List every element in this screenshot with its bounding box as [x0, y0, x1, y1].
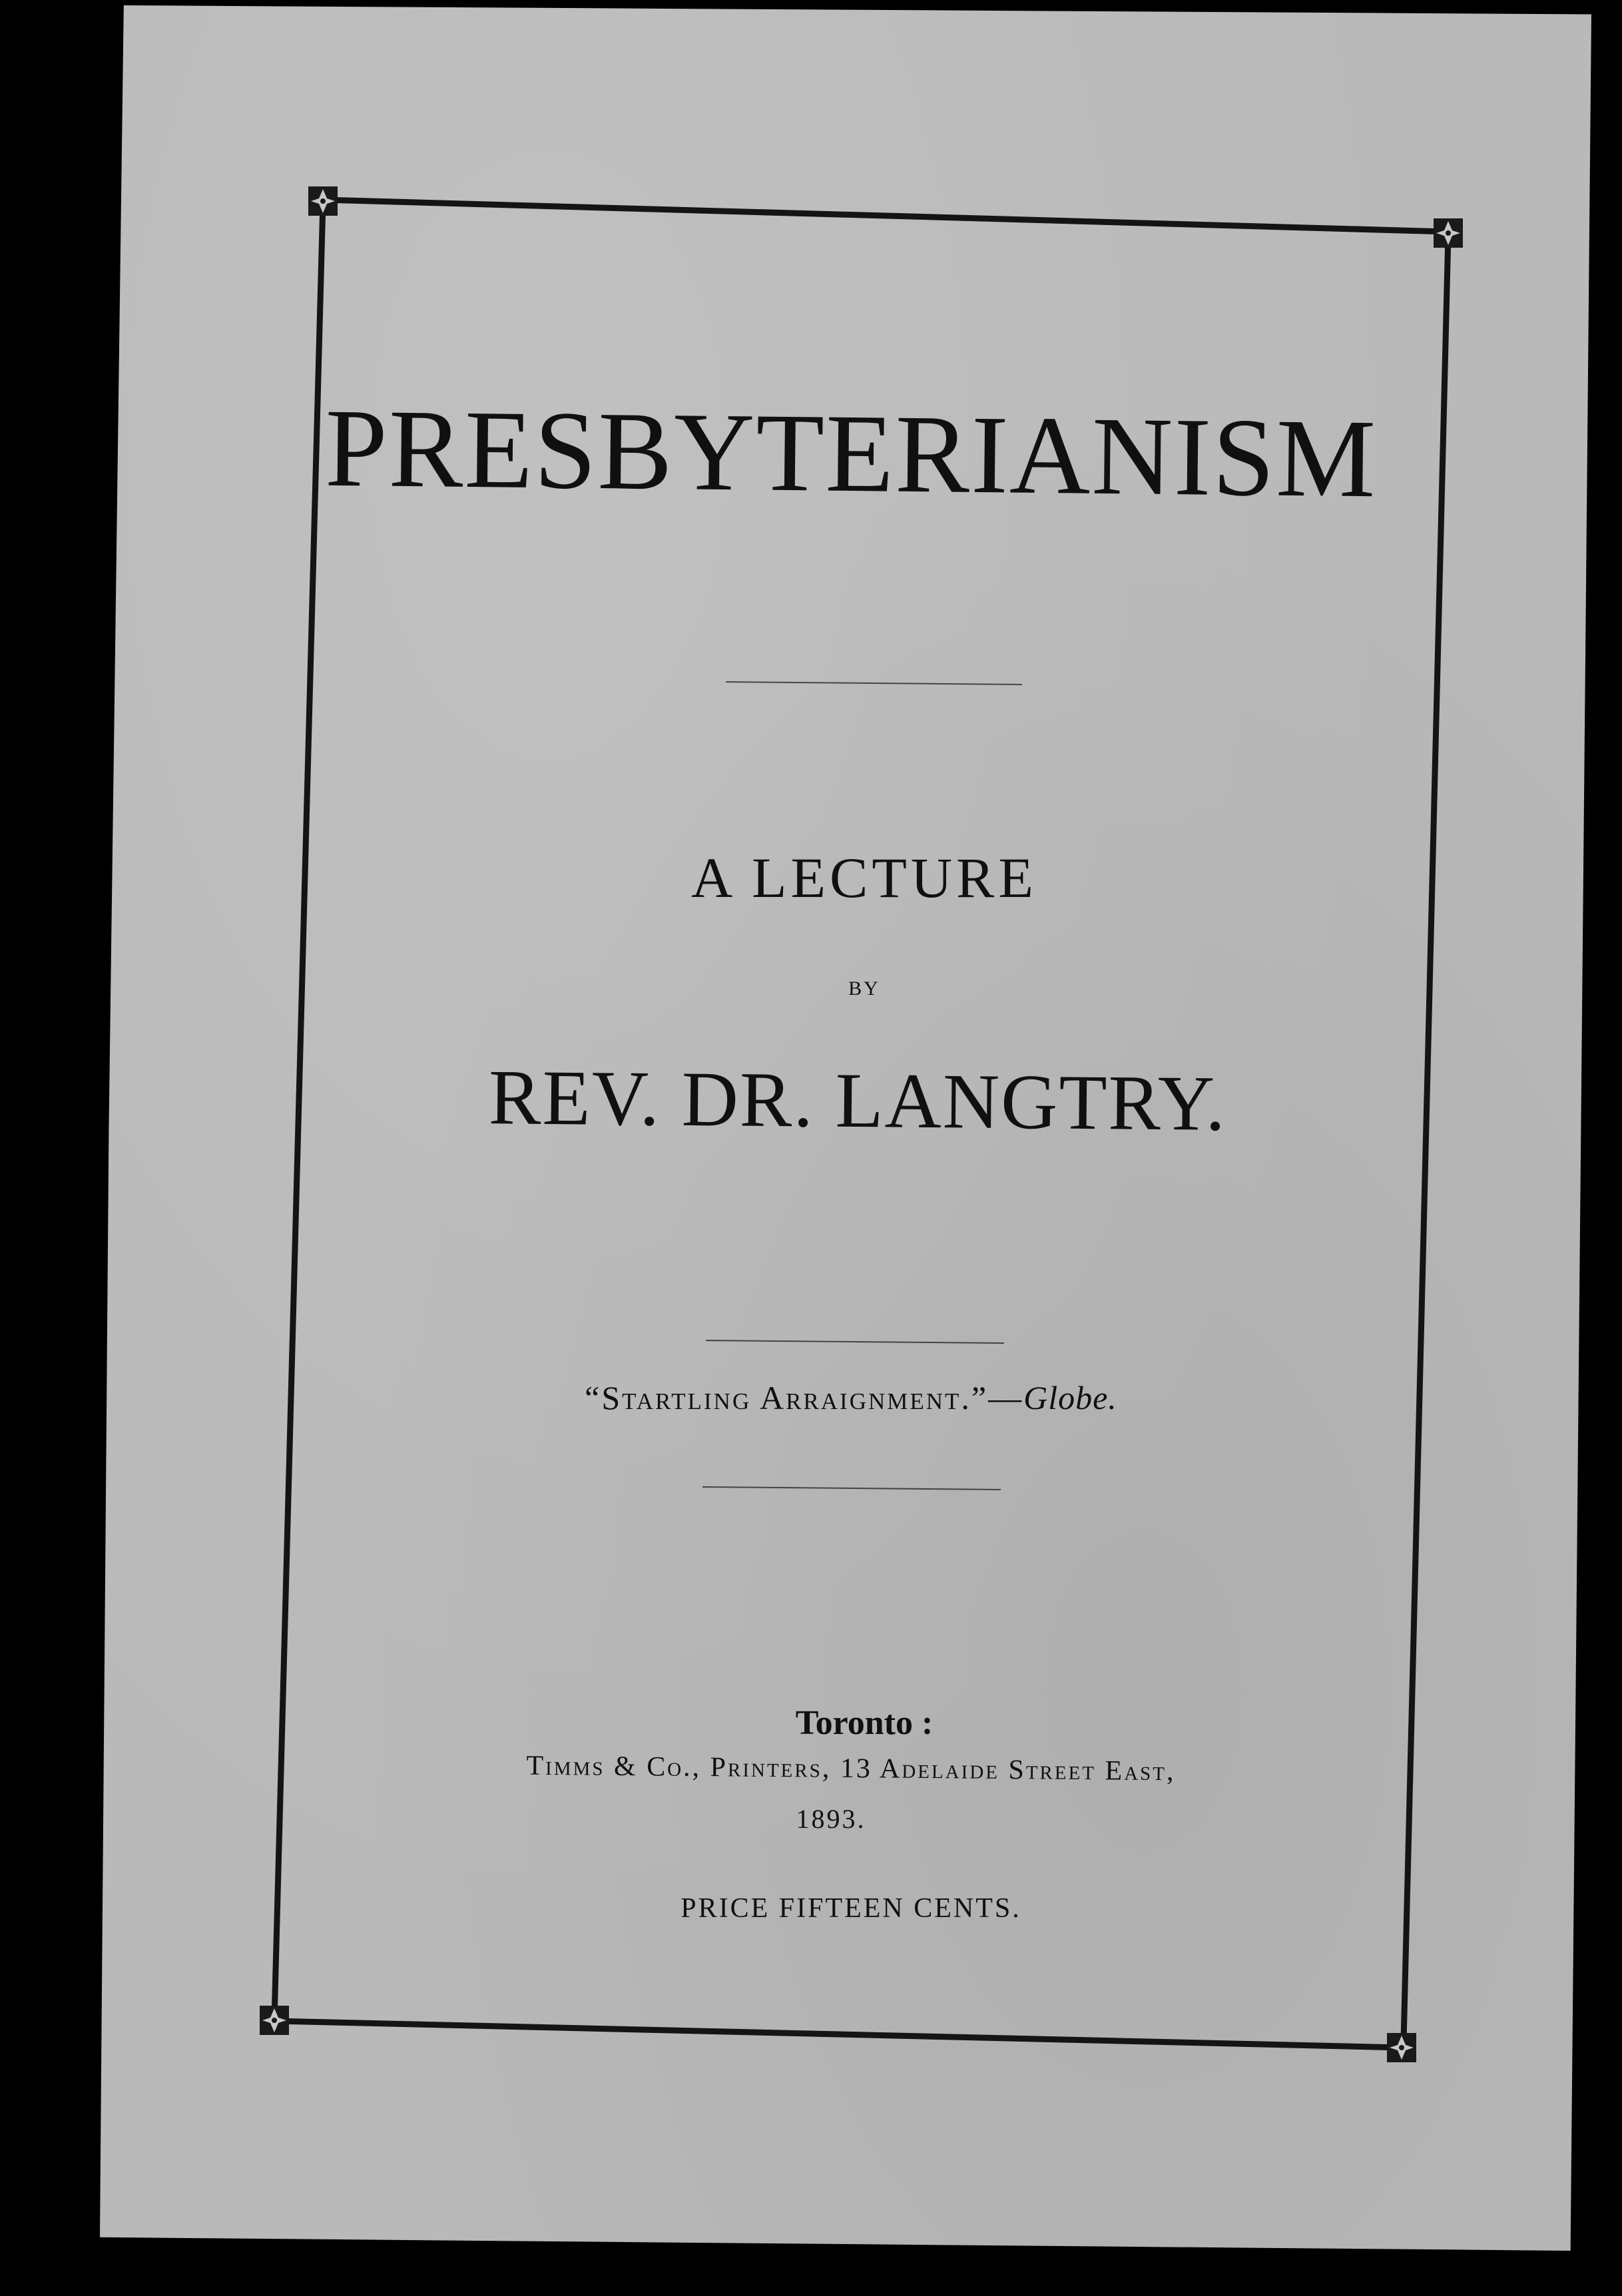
divider-rule-1	[726, 682, 1022, 685]
price-line: PRICE FIFTEEN CENTS.	[680, 1893, 1021, 1924]
cross-pattee-ornament-icon	[308, 186, 338, 216]
divider-rule-3	[702, 1487, 1001, 1490]
cross-pattee-ornament-icon	[1434, 218, 1463, 248]
publication-city: Toronto :	[795, 1704, 934, 1742]
publication-year: 1893.	[796, 1804, 866, 1834]
press-quote	[40, 1378, 1622, 1417]
cross-pattee-ornament-icon	[260, 2006, 289, 2035]
quote-text: “Startling Arraignment.”—	[585, 1379, 1024, 1416]
printer-line: Timms & Co., Printers, 13 Adelaide Street East,	[526, 1750, 1176, 1787]
subtitle: A LECTURE	[691, 846, 1037, 910]
cross-pattee-ornament-icon	[1387, 2033, 1416, 2062]
divider-rule-2	[706, 1340, 1004, 1343]
author-name: REV. DR. LANGTRY.	[488, 1053, 1227, 1147]
frame-top-border	[323, 200, 1448, 232]
page-title: PRESBYTERIANISM	[324, 386, 1378, 521]
quote-source: Globe.	[1023, 1379, 1117, 1416]
frame-bottom-border	[274, 2021, 1402, 2048]
by-line: BY	[848, 978, 880, 1000]
